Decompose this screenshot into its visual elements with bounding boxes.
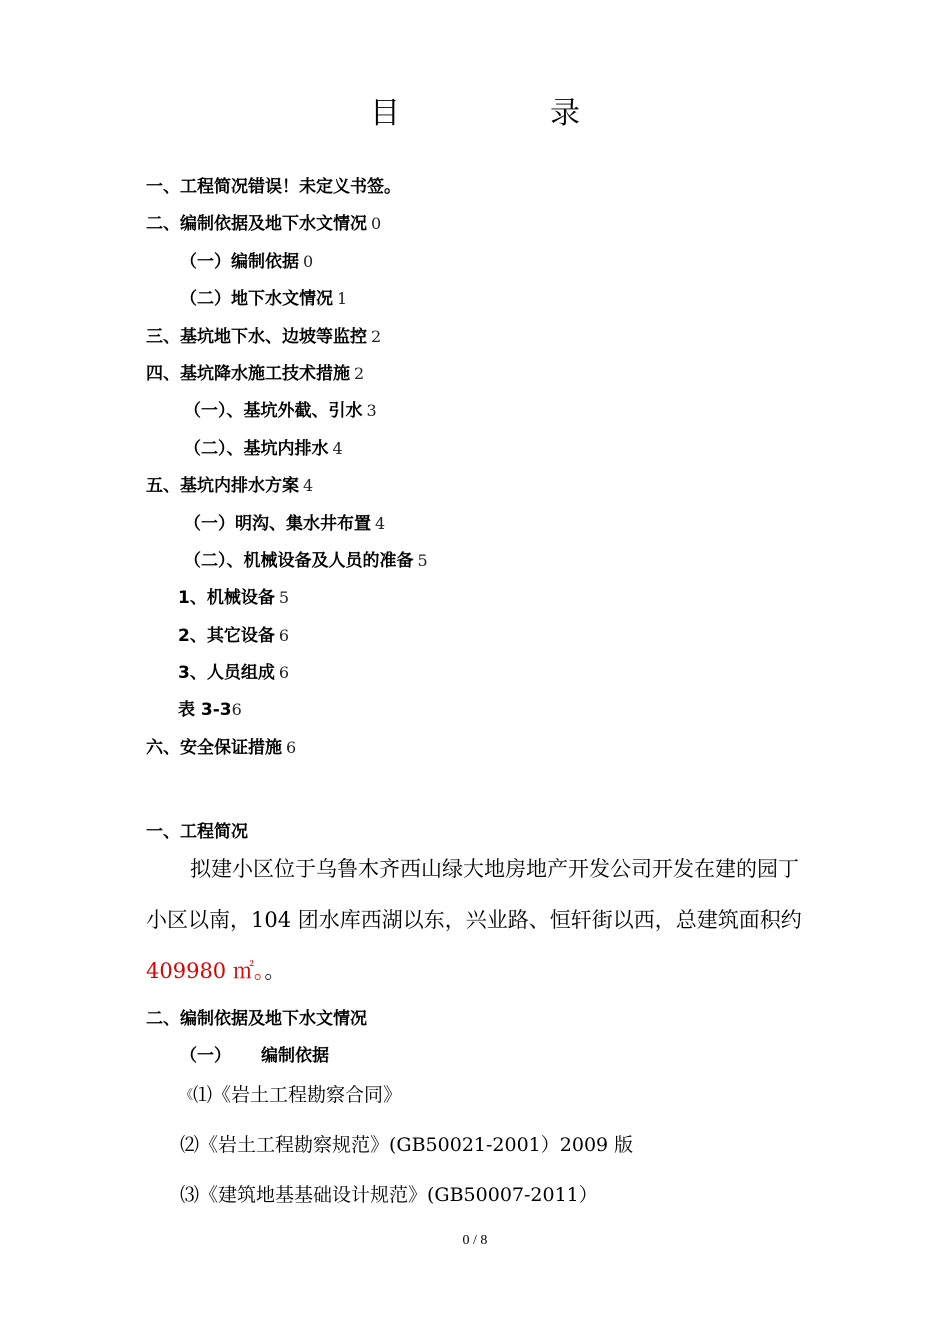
toc-entry[interactable]: 五、基坑内排水方案 4	[146, 476, 314, 497]
toc-entry[interactable]: 3、人员组成 6	[178, 663, 290, 684]
toc-entry[interactable]: （二）地下水文情况 1	[180, 289, 348, 310]
section-heading: 一、工程简况	[146, 822, 248, 842]
toc-entry[interactable]: 1、机械设备 5	[178, 588, 290, 609]
toc-entry[interactable]: （二）、机械设备及人员的准备 5	[184, 550, 428, 571]
subsection-heading: （一） 编制依据	[180, 1046, 329, 1066]
toc-title-right: 录	[550, 96, 580, 131]
toc-entry[interactable]: 二、编制依据及地下水文情况 0	[146, 214, 382, 235]
toc-entry[interactable]: 2、其它设备 6	[178, 625, 290, 646]
toc-entry[interactable]: 三、基坑地下水、边坡等监控 2	[146, 326, 382, 347]
toc-entry[interactable]: 表 3-36	[178, 700, 242, 721]
toc-entry[interactable]: （一）明沟、集水井布置 4	[184, 513, 386, 534]
toc-entry[interactable]: （一）编制依据 0	[180, 251, 314, 272]
toc-entry[interactable]: 四、基坑降水施工技术措施 2	[146, 363, 365, 384]
reference-item: 《⑴《岩土工程勘察合同》	[180, 1084, 403, 1106]
toc-entry[interactable]: 六、安全保证措施 6	[146, 737, 297, 758]
table-of-contents	[146, 168, 846, 766]
toc-title	[0, 88, 950, 132]
toc-entry[interactable]: （二）、基坑内排水 4	[184, 438, 343, 459]
reference-item: ⑵《岩土工程勘察规范》(GB50021-2001）2009 版	[180, 1134, 634, 1156]
toc-entry[interactable]: （一）、基坑外截、引水 3	[184, 401, 377, 422]
section-paragraph: 拟建小区位于乌鲁木齐西山绿大地房地产开发公司开发在建的园丁小区以南，104 团水库西湖以东，兴业路、恒轩街以西，总建筑面积约409980 ㎡。。	[146, 857, 802, 983]
toc-title-left: 目	[370, 96, 400, 131]
area-value: 409980 ㎡。	[146, 959, 265, 983]
toc-entry[interactable]: 一、工程简况错误！未定义书签。	[146, 177, 401, 197]
page-indicator: 0 / 8	[462, 1233, 488, 1248]
reference-item: ⑶《建筑地基基础设计规范》(GB50007-2011）	[180, 1184, 598, 1206]
section-heading: 二、编制依据及地下水文情况	[146, 1009, 367, 1029]
